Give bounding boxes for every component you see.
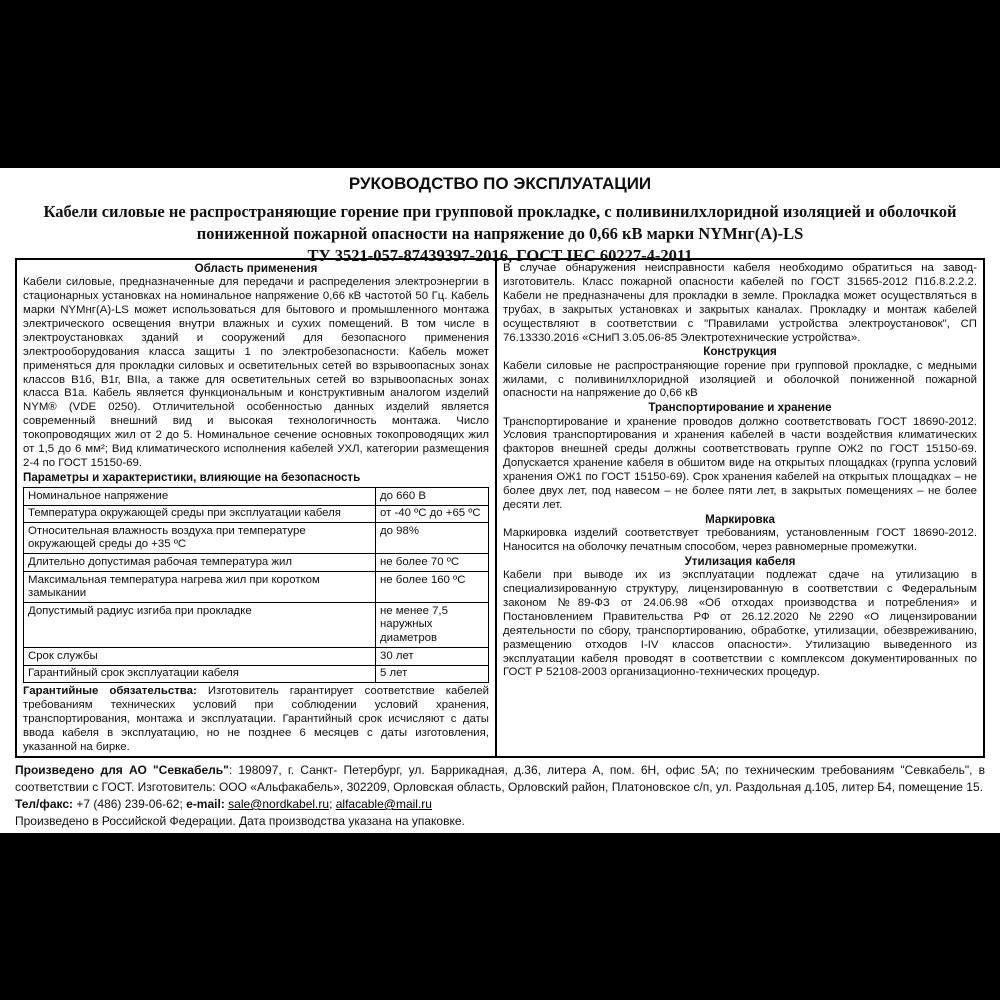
document-standards-line: ТУ 3521-057-87439397-2016, ГОСТ IEC 60227-4-2011 — [307, 246, 693, 265]
document-subtitle-line2: пониженной пожарной опасности на напряжение до 0,66 кВ марки NYMнг(А)-LS — [196, 224, 804, 243]
warranty-paragraph — [23, 685, 489, 755]
table-row — [24, 572, 489, 603]
value-cell: не менее 7,5 наружных диаметров — [376, 603, 489, 648]
fault-notice-text: В случае обнаружения неисправности кабеля необходимо обратиться на завод-изготовитель. Класс пожарной опасности кабелей по ГОСТ 31565-2012 П1б.8.2.2.2. Кабели не предназначены для прокладки в земле. Прокладка может осуществляться в трубах, в закрытых установках и закрытых каналах. Прокладку и монтаж кабелей осуществляют в соответствии с "Правилами устройства электроустановок", СП 76.13330.2016 «СНиП 3.05.06-85 Электротехнические устройства». — [503, 262, 977, 344]
email-separator: ; — [329, 797, 336, 811]
transport-storage-text: Транспортирование и хранение проводов должно соответствовать ГОСТ 18690-2012. Условия транспортирования и хранения кабелей в части воздействия климатических факторов внешней среды должны соответствовать группе ОЖ2 по ГОСТ 15150-69. Допускается хранение кабеля в обшитом виде на открытых площадках (группа условий хранения ОЖ1 по ГОСТ 15150-69). Срок хранения кабелей на открытых площадках – не более двух лет, под навесом – не более пяти лет, в закрытых помещениях – не более десяти лет. — [503, 415, 977, 511]
param-cell: Номинальное напряжение — [24, 488, 376, 506]
page-title: РУКОВОДСТВО ПО ЭКСПЛУАТАЦИИ — [348, 174, 652, 193]
producer-paragraph — [15, 762, 985, 796]
value-cell: не более 70 ºС — [376, 554, 489, 572]
warranty-label: Гарантийные обязательства: — [23, 685, 197, 698]
value-cell: от -40 ºС до +65 ºС — [376, 505, 489, 523]
marking-text: Маркировка изделий соответствует требованиям, установленным ГОСТ 18690-2012. Наносится на оболочку печатным способом, через равномерные промежутки. — [503, 527, 977, 554]
param-cell: Допустимый радиус изгиба при прокладке — [24, 603, 376, 648]
value-cell: до 98% — [376, 523, 489, 554]
table-row — [24, 603, 489, 648]
param-cell: Относительная влажность воздуха при температуре окружающей среды до +35 ºС — [24, 523, 376, 554]
value-cell: не более 160 ºС — [376, 572, 489, 603]
section-title-disposal: Утилизация кабеля — [684, 554, 796, 568]
phone-number: +7 (486) 239-06-62; — [73, 797, 187, 811]
table-row — [24, 648, 489, 666]
value-cell: до 660 В — [376, 488, 489, 506]
table-row — [24, 505, 489, 523]
param-cell: Срок службы — [24, 648, 376, 666]
disposal-text: Кабели при выводе их из эксплуатации подлежат сдаче на утилизацию в специализированную структуру, лицензированную в соответствии с Федеральным законом №89-ФЗ от 24.06.98 «Об отходах производства и потребления» и Постановлением Правительства РФ от 26.12.2020 №2290 «О лицензировании деятельности по сбору, транспортированию, обработке, утилизации, обезвреживанию, размещению отходов I-IV классов опасности». Утилизацию выведенного из эксплуатации кабеля проводят в соответствии с комплексом документированных по ГОСТ Р 52108-2003 организационно-технических процедур. — [503, 569, 977, 679]
value-cell: 5 лет — [376, 665, 489, 683]
document-page — [0, 168, 1000, 833]
email-link-sale[interactable]: sale@nordkabel.ru — [228, 797, 330, 811]
application-text: Кабели силовые, предназначенные для передачи и распределения электроэнергии в стационарных установках на номинальное напряжение 0,66 кВ частотой 50 Гц. Кабель марки NYMнг(А)-LS может использоваться для бытового и промышленного монтажа электрического освещения внутри влажных и сухих помещений. В том числе в электроустановках зданий и сооружений для безопасного применения электрооборудования класса защиты 1 по электробезопасности. Кабель может применяться для прокладки силовых и осветительных сетей во взрывоопасных зонах классов В1б, В1г, ВIIа, а также для осветительных сетей во взрывоопасных зонах класса В1а. Кабель является функциональным и конструктивным аналогом изделий NYM® (VDE 0250). Отличительной особенностью данных изделий является современный внешний вид и высокая технологичность монтажа. Число токопроводящих жил от 2 до 5. Номинальное сечение основных токопроводящих жил от 1,5 до 6 мм²; Вид климатического исполнения кабелей УХЛ, категории размещения 2-4 по ГОСТ 15150-69. — [23, 276, 489, 469]
param-cell: Гарантийный срок эксплуатации кабеля — [24, 665, 376, 683]
param-cell: Максимальная температура нагрева жил при коротком замыкании — [24, 572, 376, 603]
value-cell: 30 лет — [376, 648, 489, 666]
section-title-application: Область применения — [194, 262, 318, 275]
contacts-line — [15, 796, 985, 813]
param-cell: Температура окружающей среды при эксплуатации кабеля — [24, 505, 376, 523]
document-header — [0, 168, 1000, 265]
section-title-parameters: Параметры и характеристики, влияющие на безопасность — [23, 470, 361, 484]
construction-text: Кабели силовые не распространяющие горение при групповой прокладке, с медными жилами, с поливинилхлоридной изоляцией и оболочкой пониженной пожарной опасности на напряжение до 0,66 кВ — [503, 359, 977, 400]
warranty-text: Изготовитель гарантирует соответствие кабелей требованиям технических условий при соблюдении условий хранения, транспортирования, монтажа и эксплуатации. Гарантийный срок исчисляют с даты ввода кабеля в эксплуатацию, но не позднее 6 месяцев с даты изготовления, указанной на бирке. — [23, 685, 489, 753]
param-cell: Длительно допустимая рабочая температура жил — [24, 554, 376, 572]
table-row — [24, 665, 489, 683]
content-box — [15, 258, 985, 758]
email-link-alfacable[interactable]: alfacable@mail.ru — [335, 797, 432, 811]
left-column — [17, 260, 497, 756]
made-in-line: Произведено в Российской Федерации. Дата производства указана на упаковке. — [15, 814, 465, 828]
right-column — [497, 260, 983, 756]
section-title-transport-storage: Транспортирование и хранение — [648, 401, 832, 415]
section-title-construction: Конструкция — [703, 345, 777, 359]
parameters-table — [23, 487, 489, 683]
producer-label: Произведено для АО "Севкабель" — [15, 763, 229, 777]
section-title-marking: Маркировка — [705, 512, 775, 526]
table-row — [24, 523, 489, 554]
email-label: e-mail: — [186, 797, 229, 811]
table-row — [24, 554, 489, 572]
phone-label: Тел/факс: — [15, 797, 74, 811]
producer-details: : 198097, г. Санкт- Петербург, ул. Баррикадная, д.36, литера А, пом. 6Н, офис 5А; по техническим требованиям "Севкабель", в соответствии с ГОСТ. Изготовитель: ООО «Альфакабель», 302209, Орловская область, Орловский район, Платоновское с/п, ул. Раздольная д.105, литер Б4, помещение 15. — [15, 763, 985, 794]
table-row — [24, 488, 489, 506]
footer — [15, 762, 985, 830]
document-subtitle-line1: Кабели силовые не распространяющие горение при групповой прокладке, с поливинилхлоридной изоляцией и оболочкой — [43, 202, 957, 221]
